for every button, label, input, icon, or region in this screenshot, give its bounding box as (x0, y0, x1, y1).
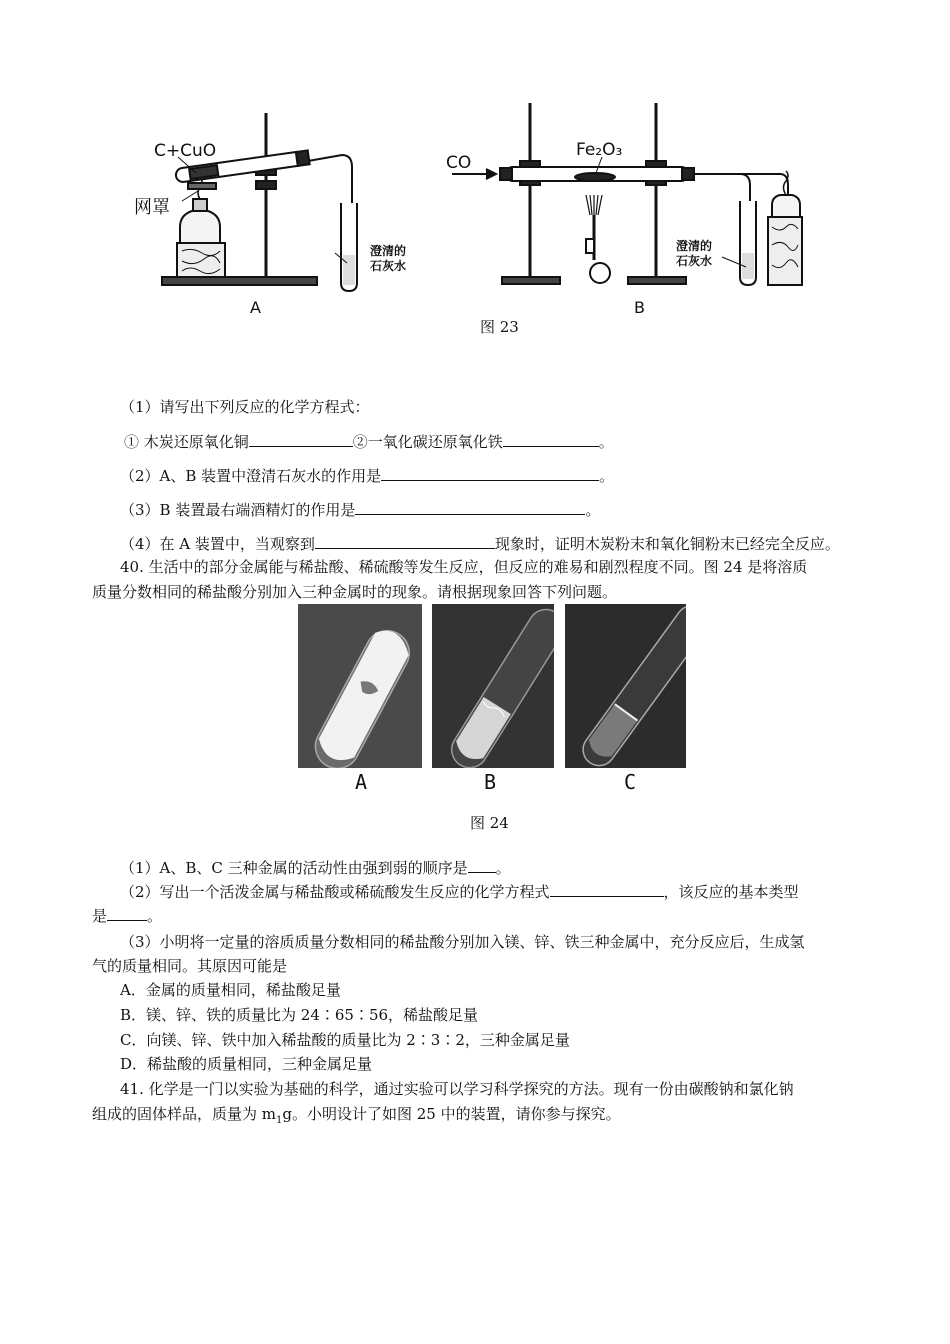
fig23-label-a: A (250, 298, 261, 317)
q41-line2-sub: 1 (276, 1115, 283, 1126)
apparatus-b (452, 103, 802, 285)
q40-p2c-text: 是 (92, 907, 108, 925)
q40-p2-type-blank[interactable] (107, 906, 147, 921)
q39-p1b-blank[interactable] (503, 432, 599, 447)
q39-p4-blank[interactable] (315, 534, 495, 549)
q40-p2b-text: ，该反应的基本类型 (663, 883, 799, 901)
b-gas-label: CO (446, 153, 472, 173)
b-limewater-label-1: 澄清的 (676, 239, 713, 253)
a-limewater-label-1: 澄清的 (370, 244, 407, 258)
q40-p1-blank[interactable] (468, 858, 496, 873)
q40-option-c[interactable]: C．向镁、锌、铁中加入稀盐酸的质量比为 2∶3∶2，三种金属足量 (120, 1031, 570, 1049)
q40-p2-equation-blank[interactable] (550, 882, 664, 897)
q39-p1: （1）请写出下列反应的化学方程式： (120, 398, 370, 416)
q40-option-a[interactable]: A．金属的质量相同，稀盐酸足量 (120, 981, 341, 999)
b-reagent-label: Fe₂O₃ (576, 140, 623, 160)
q40-p3-line2: 气的质量相同。其原因可能是 (92, 957, 288, 975)
figure-23-apparatus (120, 95, 840, 320)
q39-p2-text: （2）A、B 装置中澄清石灰水的作用是 (120, 467, 382, 485)
q39-p1a-blank[interactable] (249, 432, 353, 447)
q39-p4 (120, 534, 840, 554)
q40-intro-1: 40. 生活中的部分金属能与稀盐酸、稀硫酸等发生反应，但反应的难易和剧烈程度不同。图 24 是将溶质 (120, 558, 808, 576)
q40-p1-end: 。 (495, 859, 511, 877)
q39-p1a-text: ① 木炭还原氧化铜 (124, 433, 249, 451)
photo-a-label: A (355, 770, 368, 794)
q40-p1-text: （1）A、B、C 三种金属的活动性由强到弱的顺序是 (120, 859, 468, 877)
q39-p3 (120, 500, 600, 520)
q40-p2-cont (92, 906, 162, 926)
photo-b-label: B (484, 770, 497, 794)
q41-line-2 (92, 1104, 621, 1131)
q41-line2b: g。小明设计了如图 25 中的装置，请你参与探究。 (282, 1105, 621, 1123)
q39-p4a-text: （4）在 A 装置中，当观察到 (120, 535, 315, 553)
q41-line2a: 组成的固体样品，质量为 m (92, 1105, 276, 1123)
apparatus-a (162, 113, 357, 291)
q39-p4b-text: 现象时，证明木炭粉末和氧化铜粉末已经完全反应。 (494, 535, 840, 553)
fig23-label-b: B (634, 298, 645, 317)
q39-p2-end: 。 (599, 467, 615, 485)
photo-c (565, 604, 686, 768)
a-gauze-label: 网罩 (134, 197, 170, 218)
q39-p3-text: （3）B 装置最右端酒精灯的作用是 (120, 501, 356, 519)
q40-p2-end: 。 (147, 907, 163, 925)
fig23-caption: 图 23 (480, 318, 519, 336)
photo-c-label: C (624, 770, 637, 794)
q39-p1b-text: ②一氧化碳还原氧化铁 (352, 433, 503, 451)
q41-line-1: 41. 化学是一门以实验为基础的科学，通过实验可以学习科学探究的方法。现有一份由碳酸钠和氯化钠 (120, 1080, 794, 1098)
q40-p2 (120, 882, 799, 902)
q40-option-d[interactable]: D．稀盐酸的质量相同，三种金属足量 (120, 1055, 373, 1073)
q39-p1-end: 。 (598, 433, 614, 451)
q39-p2 (120, 466, 614, 486)
q40-intro-2: 质量分数相同的稀盐酸分别加入三种金属时的现象。请根据现象回答下列问题。 (92, 583, 618, 601)
q40-p1 (120, 858, 511, 878)
q40-p3-line1: （3）小明将一定量的溶质质量分数相同的稀盐酸分别加入镁、锌、铁三种金属中，充分反应后，生成氢 (120, 933, 805, 951)
photo-b (432, 604, 554, 768)
a-reagent-label: C+CuO (154, 141, 217, 161)
q39-p1-answers (124, 432, 614, 452)
q39-p3-blank[interactable] (355, 500, 585, 515)
q39-p3-end: 。 (585, 501, 601, 519)
a-limewater-label-2: 石灰水 (370, 259, 407, 273)
q40-p2a-text: （2）写出一个活泼金属与稀盐酸或稀硫酸发生反应的化学方程式 (120, 883, 550, 901)
q39-p2-blank[interactable] (381, 466, 599, 481)
photo-a (298, 604, 422, 768)
q40-option-b[interactable]: B．镁、锌、铁的质量比为 24∶65∶56，稀盐酸足量 (120, 1006, 479, 1024)
b-limewater-label-2: 石灰水 (676, 254, 713, 268)
fig24-caption: 图 24 (470, 814, 509, 832)
